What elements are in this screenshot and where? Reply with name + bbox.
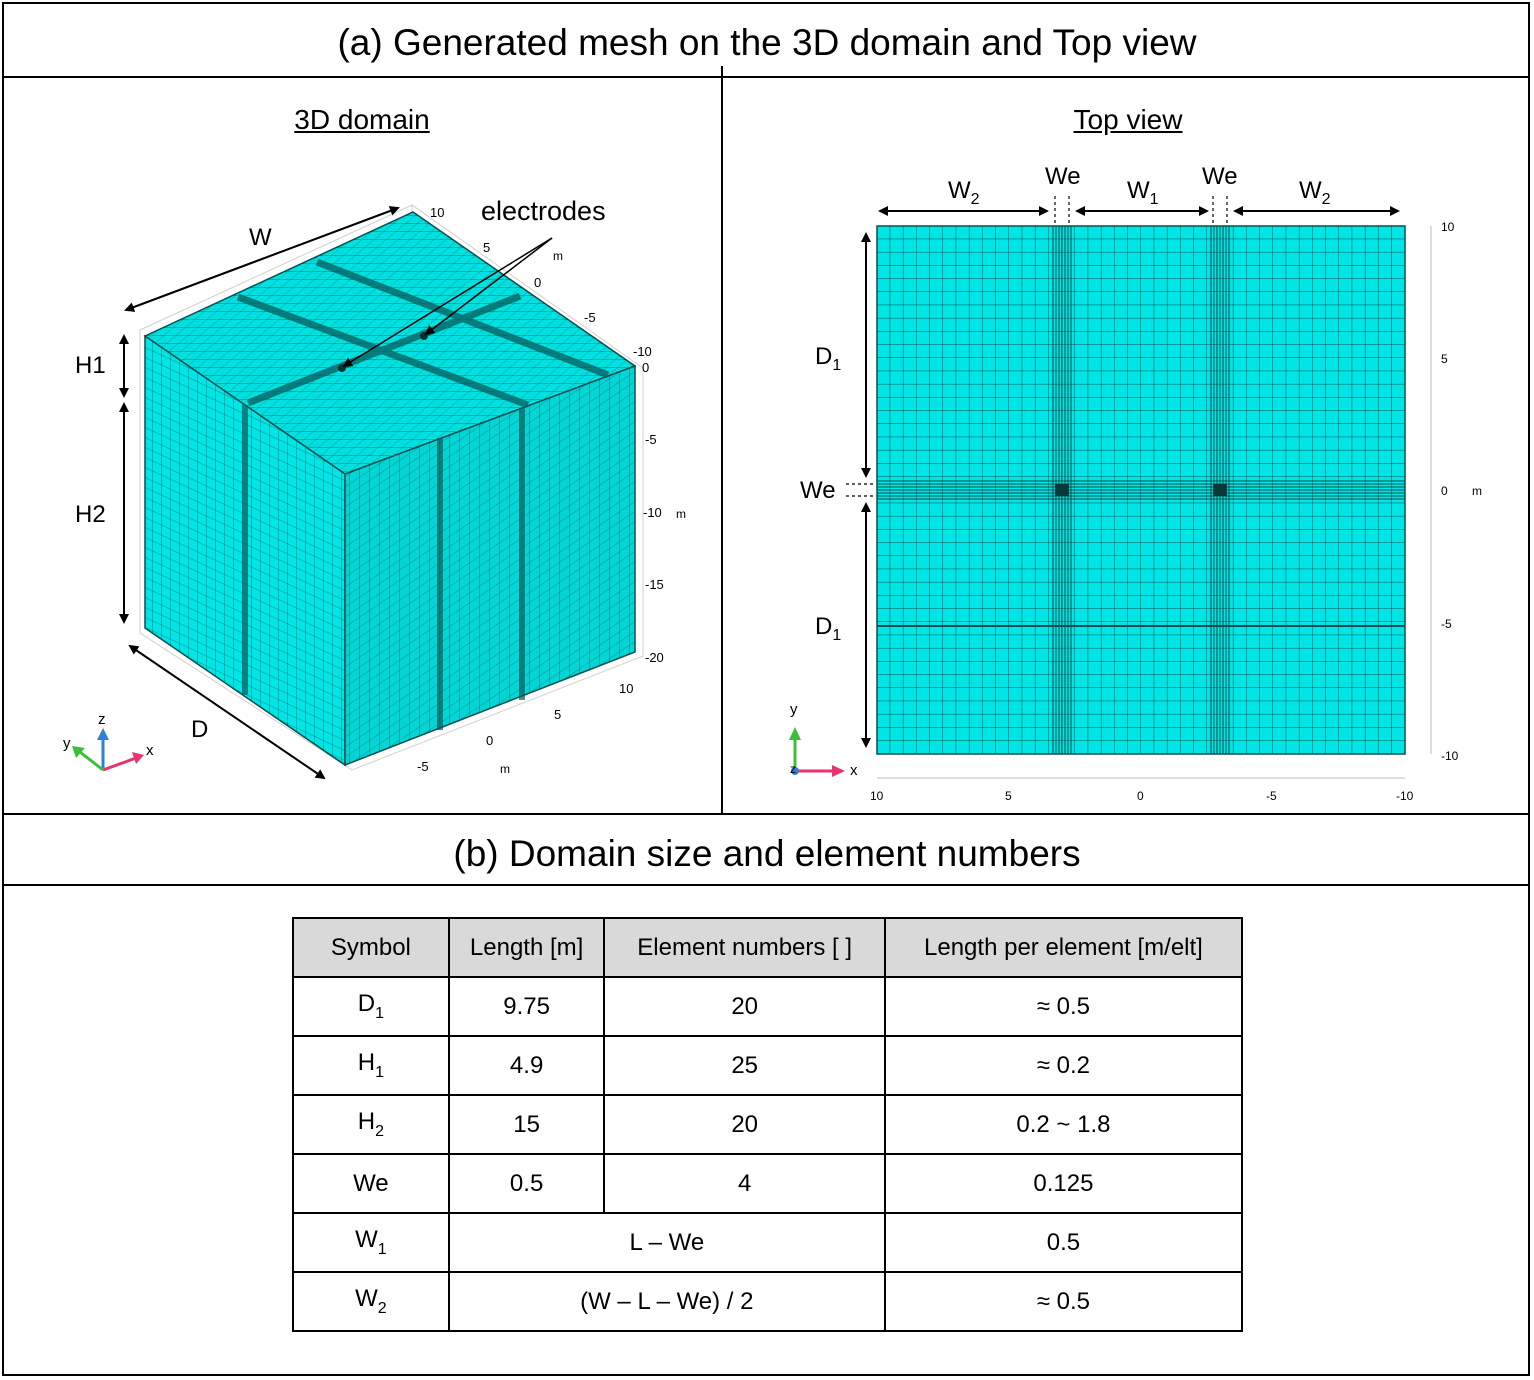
symbol-cell: $D_1$: [293, 977, 449, 1036]
table-row: [293, 1272, 1242, 1331]
tick-label: -5: [417, 759, 429, 774]
tick-label: 5: [554, 707, 562, 722]
elements-cell: 20: [604, 977, 884, 1036]
per-element-cell: ≈ 0.5: [885, 977, 1242, 1036]
axis-triad: [789, 727, 845, 777]
subtitle-top-view: Top view: [1073, 104, 1183, 135]
length-cell: 4.9: [449, 1036, 605, 1095]
elements-cell: 20: [604, 1095, 884, 1154]
tick-label: 10: [619, 681, 634, 696]
axis-x-label: x: [146, 742, 154, 759]
table-header-row: [293, 918, 1242, 977]
tick-label: 10: [430, 205, 445, 220]
label-w: W: [249, 224, 272, 251]
merged-length-cell: L – We: [449, 1213, 885, 1272]
tick-label: -15: [645, 577, 664, 592]
tick-label: -10: [633, 344, 652, 359]
label-d: D: [191, 716, 209, 743]
axis-y-label: y: [63, 735, 71, 752]
label-w1: $W_1$: [1127, 177, 1159, 208]
axis-z-label: z: [98, 711, 106, 728]
tick-label: -5: [584, 310, 596, 325]
label-we-top: We: [1045, 163, 1081, 190]
tick-label: 10: [1441, 220, 1455, 234]
electrode-marker: [1213, 484, 1227, 496]
table-row: [293, 1154, 1242, 1213]
tick-label: 0: [486, 733, 494, 748]
table-row: [293, 1213, 1242, 1272]
column-header: Length per element [m/elt]: [885, 918, 1242, 977]
tick-label: 0: [1137, 789, 1144, 803]
table-row: [293, 1036, 1242, 1095]
label-we-top: We: [1202, 163, 1238, 190]
tick-label: -5: [645, 432, 657, 447]
label-d1-top: $D_1$: [815, 343, 842, 374]
tick-label: 5: [1441, 352, 1448, 366]
section-a-title: (a) Generated mesh on the 3D domain and Top view: [337, 22, 1197, 63]
label-electrodes: electrodes: [481, 196, 606, 226]
elements-cell: 25: [604, 1036, 884, 1095]
label-h2: H2: [75, 501, 106, 528]
label-w2-right: $W_2$: [1299, 177, 1331, 208]
tick-unit: m: [553, 249, 563, 263]
tick-unit: m: [1472, 484, 1482, 498]
symbol-cell: We: [293, 1154, 449, 1213]
tick-label: -5: [1266, 789, 1277, 803]
tick-label: -10: [1396, 789, 1414, 803]
length-cell: 15: [449, 1095, 605, 1154]
tick-label: -10: [643, 505, 662, 520]
length-cell: 9.75: [449, 977, 605, 1036]
domain-size-table: [292, 917, 1243, 1332]
per-element-cell: 0.5: [885, 1213, 1242, 1272]
tick-label: 0: [1441, 484, 1448, 498]
table-row: [293, 1095, 1242, 1154]
per-element-cell: ≈ 0.2: [885, 1036, 1242, 1095]
tick-label: -20: [645, 650, 664, 665]
axis-x-label: x: [850, 762, 858, 779]
tick-unit: m: [500, 762, 510, 776]
symbol-cell: $W_2$: [293, 1272, 449, 1331]
label-d1-bottom: $D_1$: [815, 613, 842, 644]
divider: [2, 884, 1530, 886]
tick-label: 0: [642, 360, 650, 375]
subtitle-3d-domain: 3D domain: [294, 104, 430, 135]
label-we-left: We: [800, 477, 836, 504]
axis-y-label: y: [790, 701, 798, 718]
axis-z-label: z: [790, 762, 796, 776]
merged-length-cell: (W – L – We) / 2: [449, 1272, 885, 1331]
divider: [2, 813, 1530, 815]
tick-label: 5: [1005, 789, 1012, 803]
tick-label: 0: [534, 275, 542, 290]
tick-label: -10: [1441, 749, 1459, 763]
column-header: Symbol: [293, 918, 449, 977]
tick-label: 5: [483, 240, 491, 255]
column-header: Length [m]: [449, 918, 605, 977]
table-row: [293, 977, 1242, 1036]
tick-label: -5: [1441, 617, 1452, 631]
electrode-marker: [1055, 484, 1069, 496]
symbol-cell: $H_2$: [293, 1095, 449, 1154]
symbol-cell: $W_1$: [293, 1213, 449, 1272]
symbol-cell: $H_1$: [293, 1036, 449, 1095]
label-h1: H1: [75, 352, 106, 379]
length-cell: 0.5: [449, 1154, 605, 1213]
label-w2-left: $W_2$: [948, 177, 980, 208]
section-b-title: (b) Domain size and element numbers: [453, 833, 1081, 874]
column-header: Element numbers [ ]: [604, 918, 884, 977]
per-element-cell: 0.2 ~ 1.8: [885, 1095, 1242, 1154]
per-element-cell: 0.125: [885, 1154, 1242, 1213]
per-element-cell: ≈ 0.5: [885, 1272, 1242, 1331]
tick-label: 10: [870, 789, 884, 803]
elements-cell: 4: [604, 1154, 884, 1213]
tick-unit: m: [676, 507, 686, 521]
